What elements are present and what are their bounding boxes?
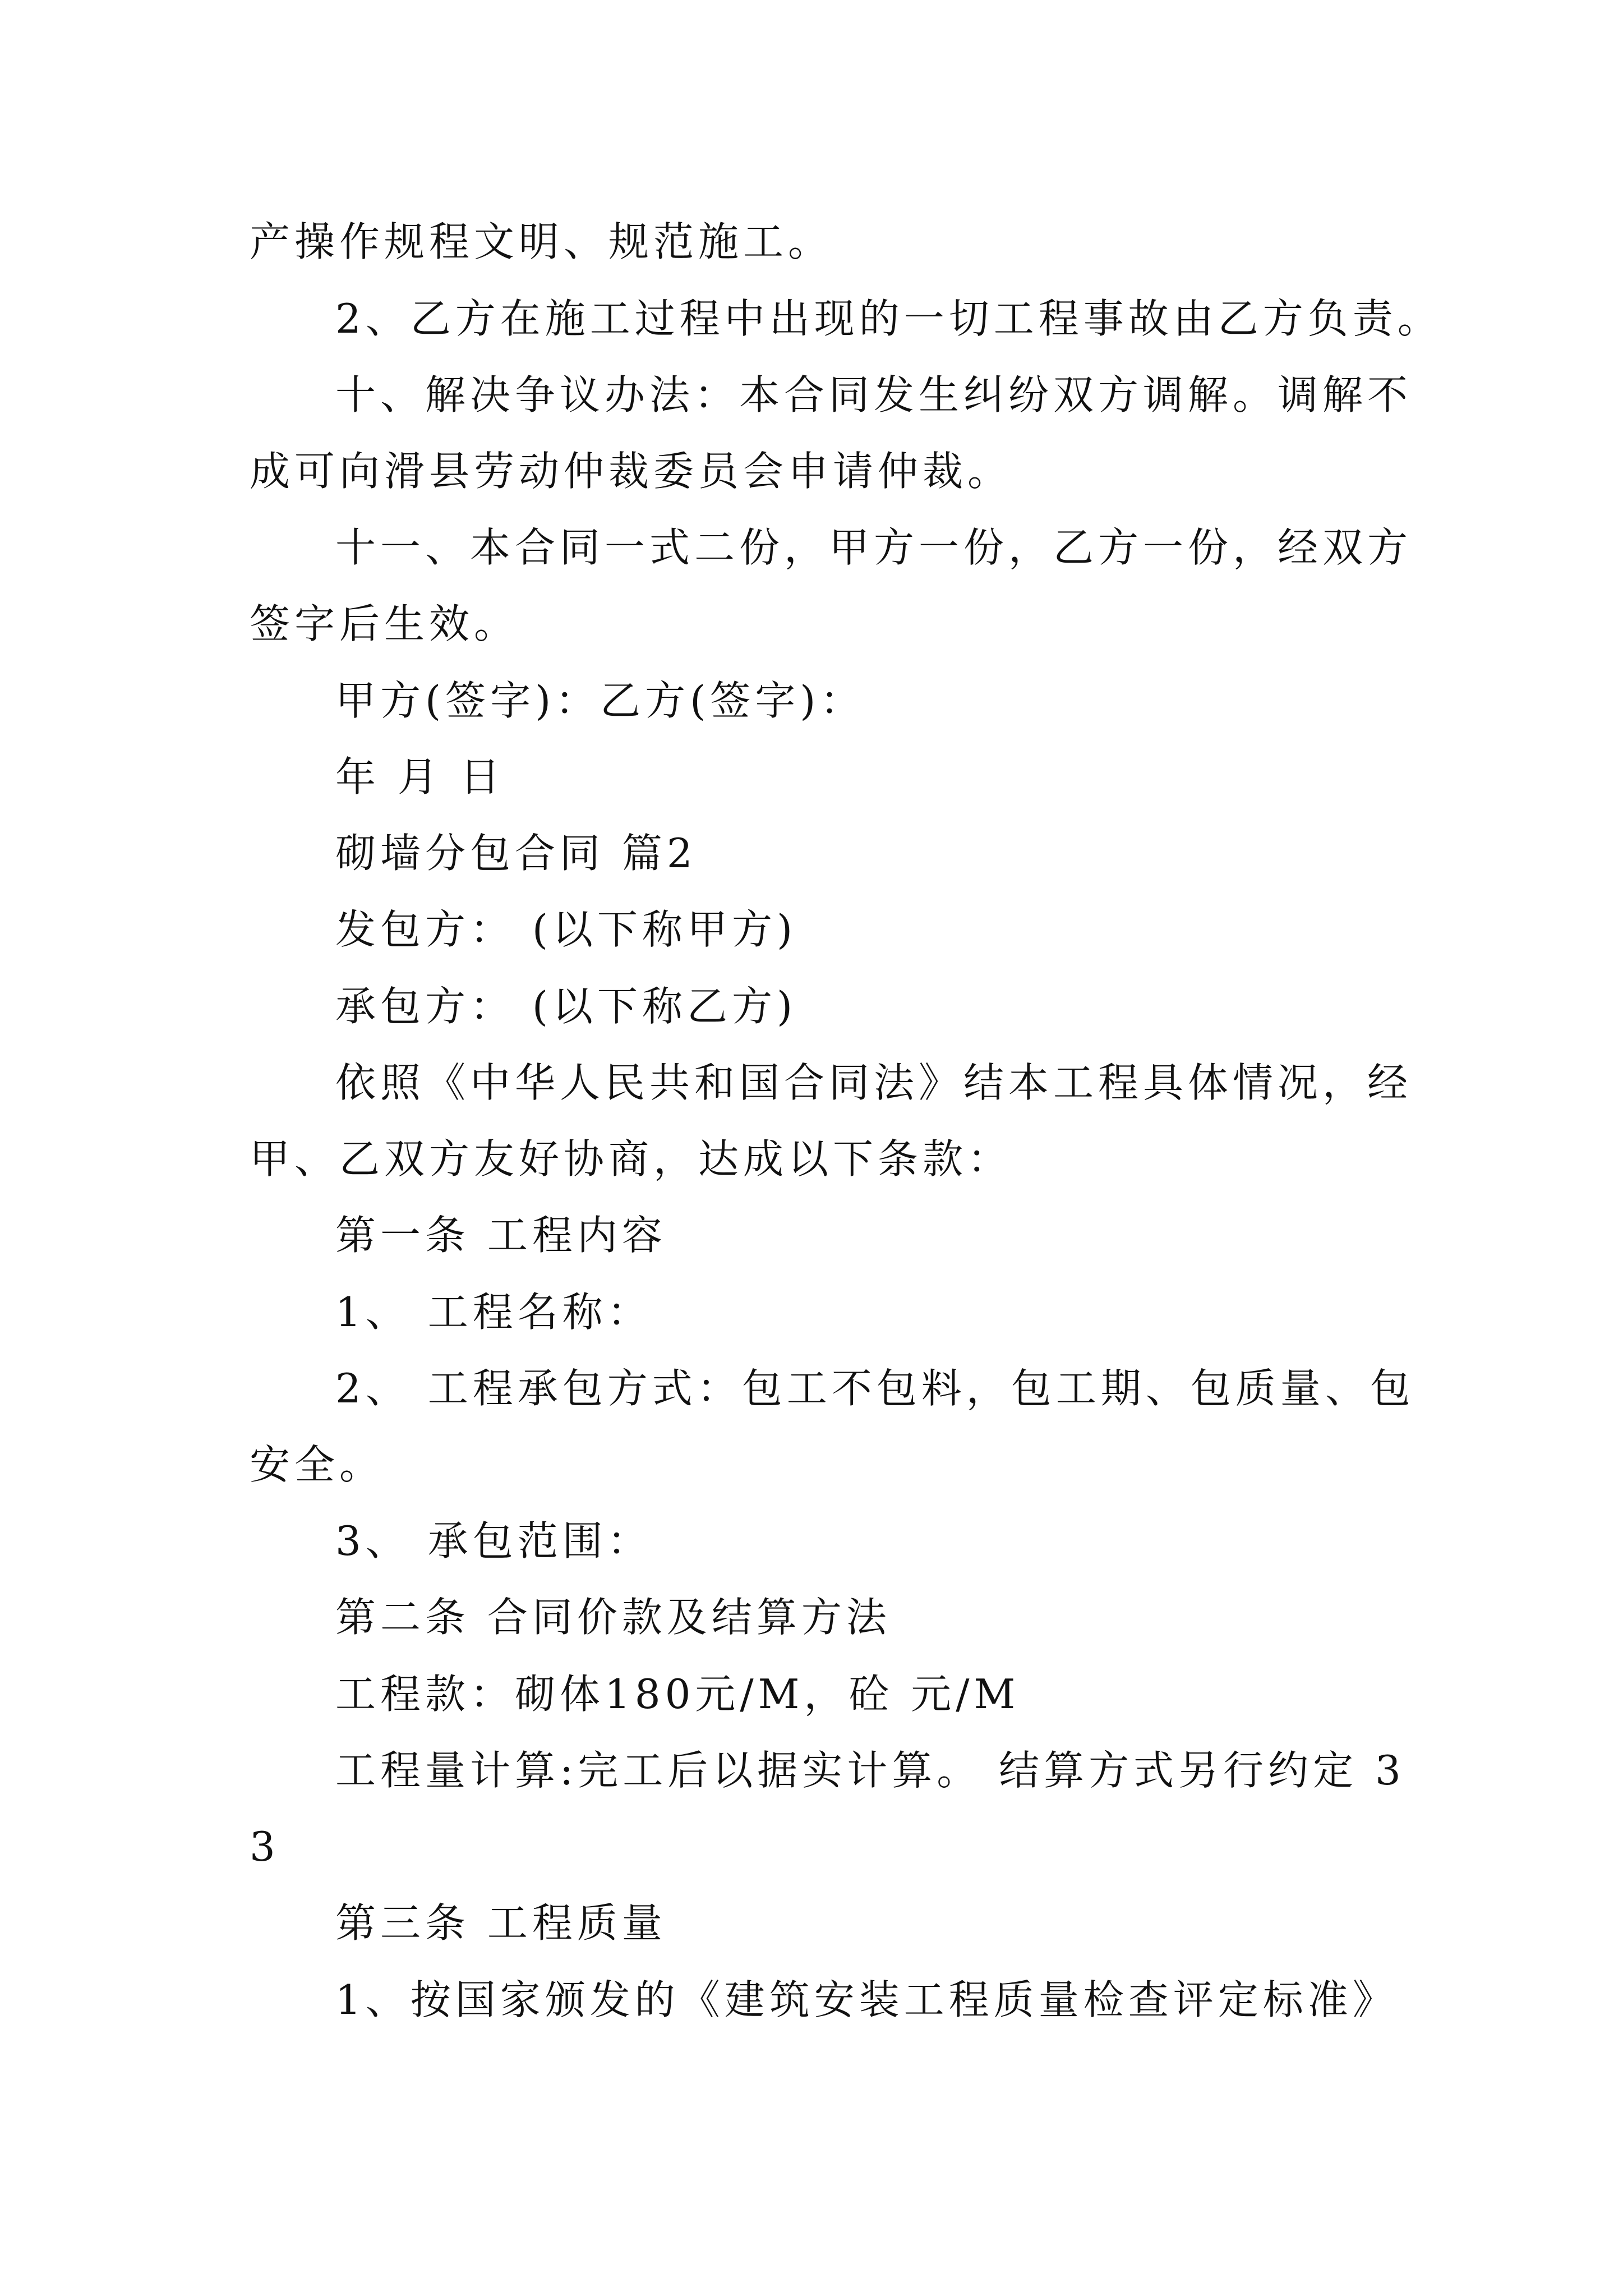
article-heading: 第二条 合同价款及结算方法 [335, 1594, 891, 1641]
text-line: 依照《中华人民共和国合同法》结本工程具体情况，经 [335, 1059, 1413, 1106]
text-line: 工程量计算:完工后以据实计算。 结算方式另行约定 3 [335, 1747, 1405, 1794]
date-line: 年 月 日 [335, 753, 505, 800]
text-line: 发包方： (以下称甲方) [335, 906, 797, 953]
article-heading: 第三条 工程质量 [335, 1899, 667, 1947]
text-line: 成可向滑县劳动仲裁委员会申请仲裁。 [250, 448, 1013, 495]
text-line: 安全。 [250, 1441, 385, 1488]
text-line: 甲、乙双方友好协商，达成以下条款： [250, 1135, 1013, 1182]
text-line: 3、 承包范围： [335, 1517, 652, 1565]
text-line: 2、 工程承包方式：包工不包料，包工期、包质量、包 [335, 1365, 1415, 1412]
text-line: 工程款：砌体180元/M，砼 元/M [335, 1671, 1020, 1718]
text-line: 产操作规程文明、规范施工。 [250, 218, 833, 265]
signature-line: 甲方(签字)：乙方(签字)： [335, 677, 865, 724]
article-heading: 第一条 工程内容 [335, 1212, 667, 1259]
text-line: 3 [250, 1823, 280, 1870]
text-line: 十、解决争议办法：本合同发生纠纷双方调解。调解不 [335, 371, 1413, 418]
text-line: 1、 工程名称： [335, 1289, 652, 1336]
text-line: 签字后生效。 [250, 600, 519, 647]
text-line: 1、按国家颁发的《建筑安装工程质量检查评定标准》 [335, 1976, 1398, 2023]
text-line: 承包方： (以下称乙方) [335, 983, 797, 1030]
text-line: 十一、本合同一式二份，甲方一份，乙方一份，经双方 [335, 524, 1413, 571]
text-line: 2、乙方在施工过程中出现的一切工程事故由乙方负责。 [335, 295, 1442, 342]
section-title: 砌墙分包合同 篇2 [335, 830, 697, 877]
